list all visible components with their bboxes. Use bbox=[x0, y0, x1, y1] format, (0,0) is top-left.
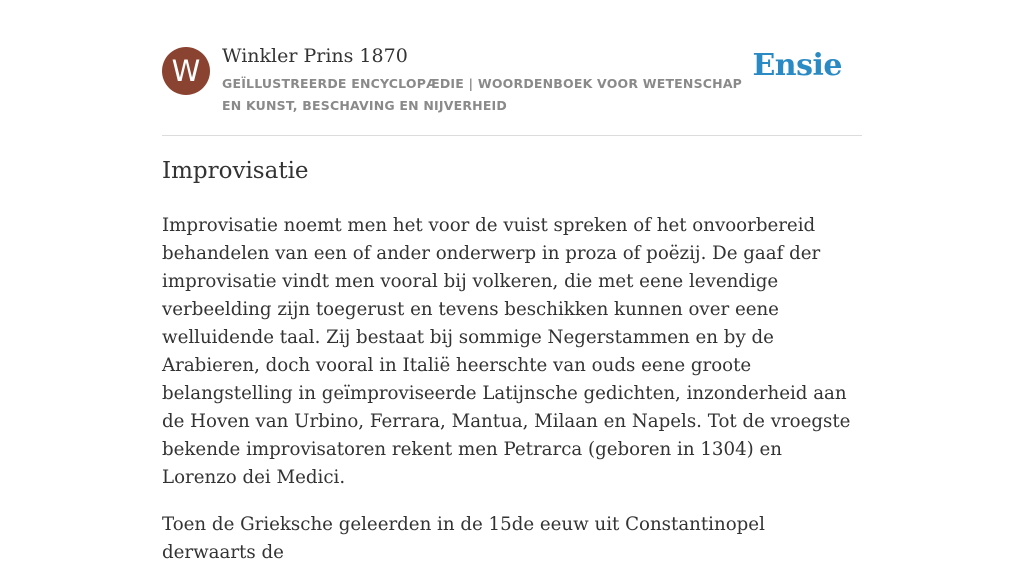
ensie-logo-link[interactable]: Ensie bbox=[752, 48, 842, 83]
source-title[interactable]: Winkler Prins 1870 bbox=[222, 45, 408, 67]
article-title: Improvisatie bbox=[162, 158, 309, 184]
article-paragraph-1: Improvisatie noemt men het voor de vuist spreken of het onvoorbereid behandelen van een of ander onderwerp in proza of poëzij. De gaaf der improvisatie vindt men vooral bij volkeren, die met eene levendige verbeelding zijn toegerust en tevens beschikken kunnen over eene welluidende taal. Zij bestaat bij sommige Negerstammen en by de Arabieren, doch vooral in Italië heerschte van ouds eene groote belangstelling in geïmproviseerde Latijnsche gedichten, inzonderheid aan de Hoven van Urbino, Ferrara, Mantua, Milaan en Napels. Tot de vroegste bekende improvisatoren rekent men Petrarca (geboren in 1304) en Lorenzo dei Medici. bbox=[162, 215, 851, 488]
source-avatar[interactable]: W bbox=[162, 47, 210, 95]
article-body bbox=[162, 212, 862, 586]
page bbox=[162, 0, 862, 563]
source-subtitle: GEÏLLUSTREERDE ENCYCLOPÆDIE | WOORDENBOEK VOOR WETENSCHAP EN KUNST, BESCHAVING EN NIJVERHEID bbox=[222, 76, 743, 113]
header bbox=[162, 0, 862, 136]
article-paragraph-2: Toen de Grieksche geleerden in de 15de eeuw uit Constantinopel derwaarts de bbox=[162, 514, 765, 563]
